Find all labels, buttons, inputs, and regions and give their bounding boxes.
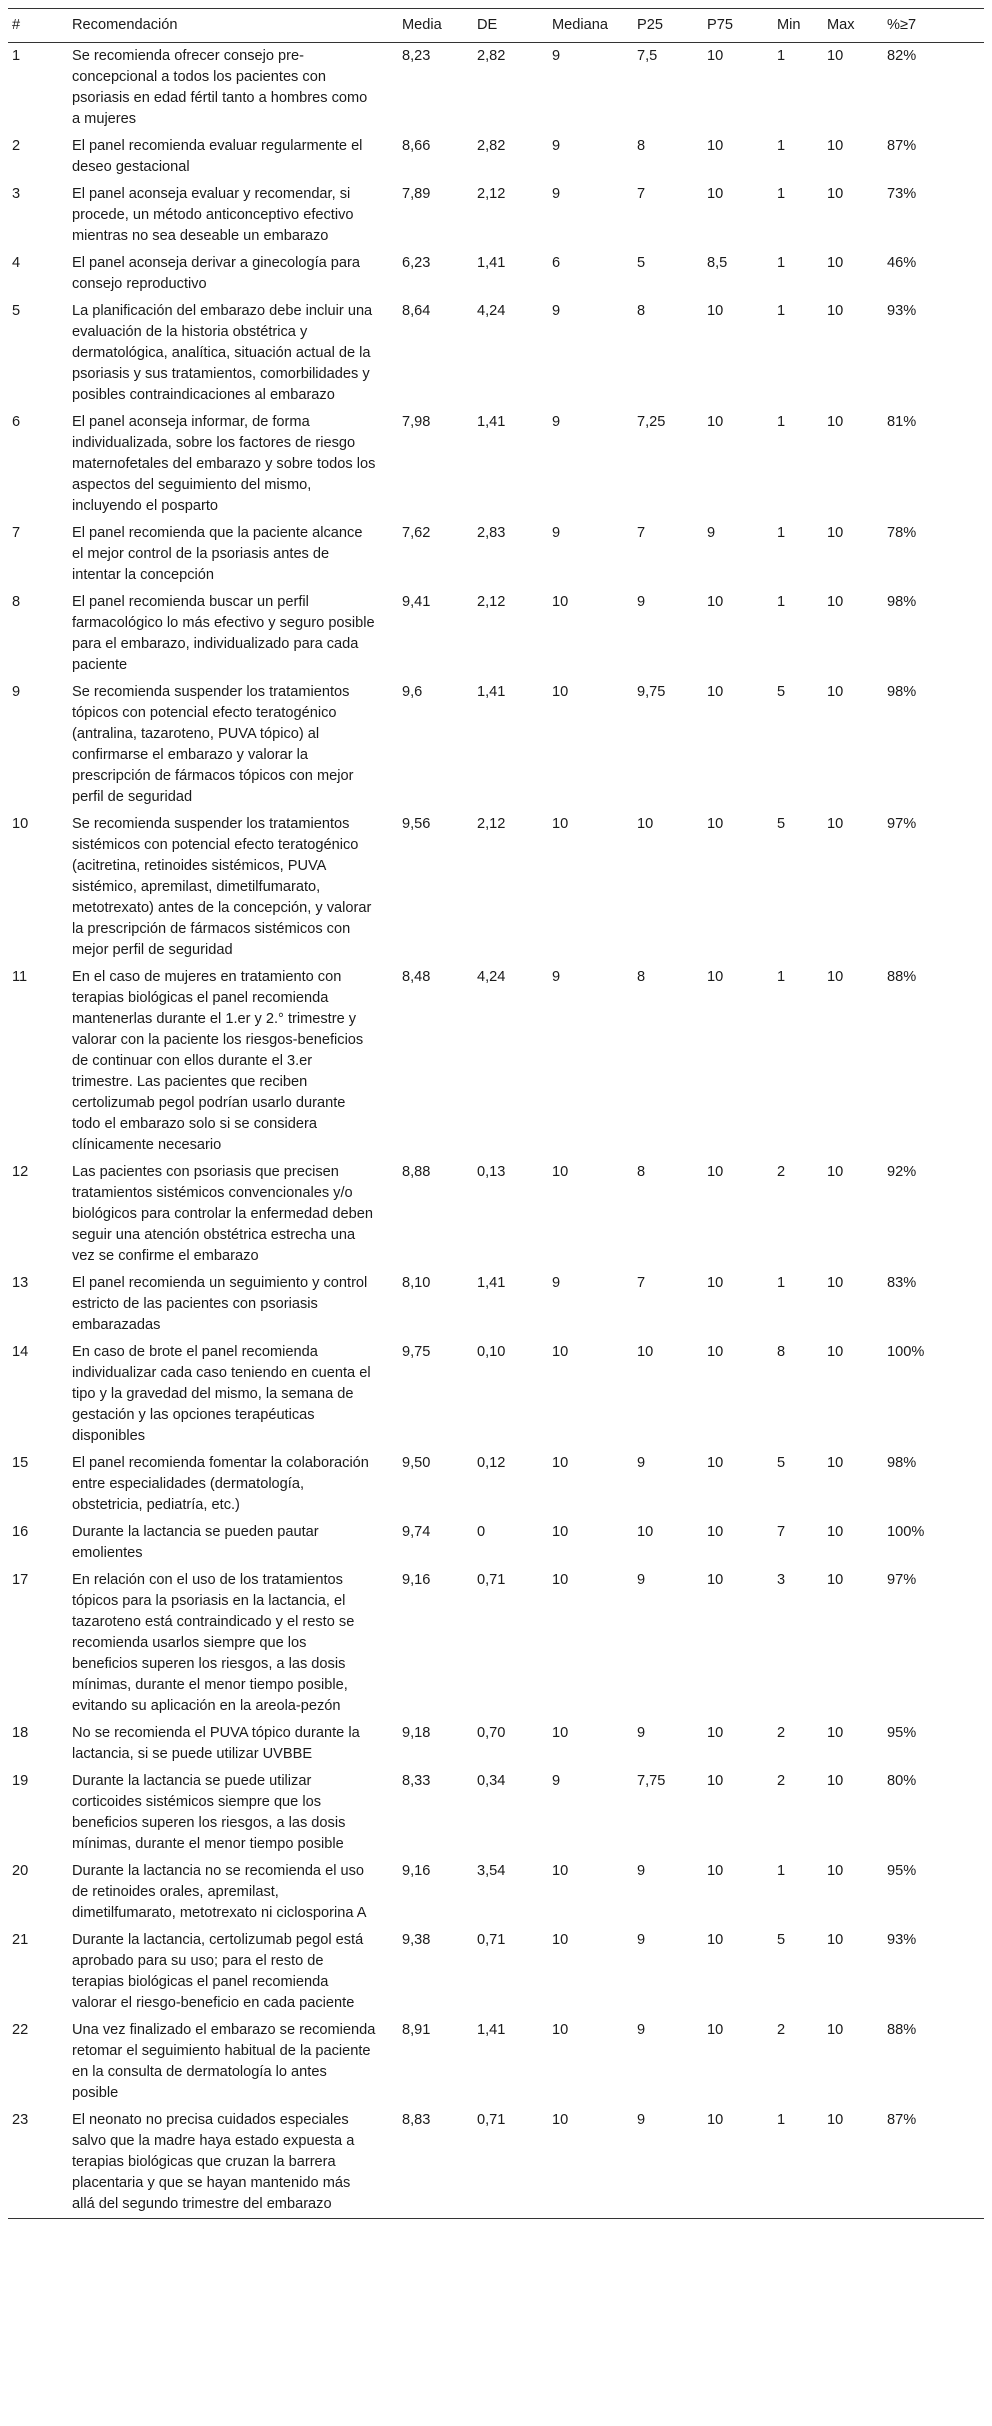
cell-max: 10 [827,255,844,271]
cell-mean: 8,91 [402,2022,431,2038]
cell-recommendation: El panel recomienda un seguimiento y control estricto de las pacientes con psoriasis embarazadas [72,1275,368,1333]
cell-median: 10 [552,1863,569,1879]
cell-min: 1 [777,969,786,985]
cell-p25: 9 [637,1863,646,1879]
cell-mean: 7,62 [402,525,431,541]
cell-max: 10 [827,816,844,832]
cell-pct-ge7: 95% [887,1863,917,1879]
cell-median: 6 [552,255,561,271]
table-row [8,589,984,679]
cell-median: 10 [552,1932,569,1948]
cell-p25: 7 [637,1275,646,1291]
cell-min: 3 [777,1572,786,1588]
cell-sd: 0,10 [477,1344,506,1360]
table-row [8,181,984,250]
cell-sd: 0 [477,1524,486,1540]
cell-recommendation: El panel recomienda buscar un perfil farmacológico lo más efectivo y seguro posible para el embarazo, individualizado para cada paciente [72,594,375,673]
table-row [8,1270,984,1339]
header-max: Max [827,17,855,33]
cell-mean: 9,16 [402,1572,431,1588]
cell-p75: 10 [707,594,724,610]
cell-p75: 10 [707,48,724,64]
table-body [8,43,984,2219]
cell-number: 18 [12,1725,29,1741]
cell-p75: 10 [707,2112,724,2128]
table-row [8,133,984,181]
cell-median: 10 [552,2112,569,2128]
cell-number: 22 [12,2022,29,2038]
cell-mean: 8,33 [402,1773,431,1789]
table-row [8,811,984,964]
cell-min: 7 [777,1524,786,1540]
cell-p75: 10 [707,1455,724,1471]
cell-p25: 9 [637,1932,646,1948]
header-mean: Media [402,17,442,33]
cell-sd: 1,41 [477,684,506,700]
cell-mean: 8,10 [402,1275,431,1291]
cell-sd: 0,12 [477,1455,506,1471]
cell-p25: 9,75 [637,684,666,700]
cell-sd: 1,41 [477,2022,506,2038]
table-row [8,679,984,811]
cell-pct-ge7: 98% [887,684,917,700]
cell-median: 9 [552,414,561,430]
cell-recommendation: El panel recomienda que la paciente alcance el mejor control de la psoriasis antes de intentar la concepción [72,525,363,583]
cell-p25: 10 [637,1524,654,1540]
cell-recommendation: Se recomienda suspender los tratamientos sistémicos con potencial efecto teratogénico (acitretina, retinoides sistémicos, PUVA sistémico, apremilast, dimetilfumarato, metotrexato) antes de la concepción, y valorar la prescripción de fármacos sistémicos con mejor perfil de seguridad [72,816,372,958]
table-row [8,2017,984,2107]
cell-number: 21 [12,1932,29,1948]
cell-number: 7 [12,525,21,541]
cell-p25: 7 [637,186,646,202]
cell-sd: 1,41 [477,255,506,271]
cell-sd: 4,24 [477,969,506,985]
header-pct-ge7: %≥7 [887,17,917,33]
cell-sd: 0,34 [477,1773,506,1789]
cell-pct-ge7: 73% [887,186,917,202]
table-row [8,298,984,409]
cell-min: 5 [777,816,786,832]
cell-number: 6 [12,414,21,430]
cell-p75: 10 [707,138,724,154]
cell-number: 1 [12,48,21,64]
cell-recommendation: El panel aconseja informar, de forma individualizada, sobre los factores de riesgo maternofetales del embarazo y sobre todos los aspectos del seguimiento del mismo, incluyendo el posparto [72,414,376,514]
cell-mean: 6,23 [402,255,431,271]
cell-max: 10 [827,1773,844,1789]
cell-number: 17 [12,1572,29,1588]
cell-min: 2 [777,1773,786,1789]
cell-median: 9 [552,525,561,541]
cell-median: 9 [552,303,561,319]
table-row [8,1927,984,2017]
cell-mean: 9,16 [402,1863,431,1879]
cell-pct-ge7: 98% [887,1455,917,1471]
cell-sd: 0,71 [477,1932,506,1948]
cell-mean: 8,48 [402,969,431,985]
header-p25: P25 [637,17,663,33]
cell-max: 10 [827,1455,844,1471]
cell-max: 10 [827,1164,844,1180]
cell-mean: 7,98 [402,414,431,430]
table-header [8,9,984,43]
cell-max: 10 [827,525,844,541]
header-number: # [12,17,21,33]
cell-sd: 4,24 [477,303,506,319]
cell-number: 10 [12,816,29,832]
cell-p75: 10 [707,303,724,319]
cell-max: 10 [827,594,844,610]
cell-pct-ge7: 78% [887,525,917,541]
cell-sd: 0,71 [477,1572,506,1588]
cell-max: 10 [827,1572,844,1588]
cell-p75: 10 [707,1275,724,1291]
cell-mean: 9,75 [402,1344,431,1360]
cell-max: 10 [827,1725,844,1741]
cell-recommendation: El panel recomienda evaluar regularmente el deseo gestacional [72,138,363,175]
cell-p25: 9 [637,1455,646,1471]
cell-p75: 10 [707,1932,724,1948]
cell-recommendation: En caso de brote el panel recomienda individualizar cada caso teniendo en cuenta el tipo y la gravedad del mismo, la semana de gestación y las opciones terapéuticas disponibles [72,1344,371,1444]
cell-max: 10 [827,414,844,430]
cell-p25: 8 [637,303,646,319]
table-row [8,2107,984,2219]
cell-mean: 8,66 [402,138,431,154]
cell-p75: 8,5 [707,255,728,271]
cell-max: 10 [827,303,844,319]
cell-p25: 7,75 [637,1773,666,1789]
cell-median: 9 [552,138,561,154]
cell-mean: 7,89 [402,186,431,202]
cell-median: 9 [552,1773,561,1789]
cell-min: 1 [777,525,786,541]
cell-sd: 3,54 [477,1863,506,1879]
cell-mean: 9,38 [402,1932,431,1948]
cell-sd: 2,12 [477,816,506,832]
cell-recommendation: Una vez finalizado el embarazo se recomienda retomar el seguimiento habitual de la paciente en la consulta de dermatología lo antes posible [72,2022,376,2101]
cell-recommendation: Se recomienda suspender los tratamientos tópicos con potencial efecto teratogénico (antralina, tazaroteno, PUVA tópico) al confirmarse el embarazo y valorar la prescripción de fármacos tópicos con mejor perfil de seguridad [72,684,354,805]
cell-max: 10 [827,969,844,985]
cell-p75: 10 [707,1524,724,1540]
cell-median: 10 [552,1572,569,1588]
cell-p25: 8 [637,1164,646,1180]
cell-pct-ge7: 87% [887,138,917,154]
cell-number: 11 [12,969,28,985]
cell-p75: 10 [707,1164,724,1180]
cell-recommendation: No se recomienda el PUVA tópico durante la lactancia, si se puede utilizar UVBBE [72,1725,360,1762]
cell-number: 19 [12,1773,29,1789]
cell-mean: 8,64 [402,303,431,319]
cell-number: 20 [12,1863,29,1879]
cell-median: 10 [552,816,569,832]
cell-mean: 8,83 [402,2112,431,2128]
table-row [8,1339,984,1450]
table-row [8,1159,984,1270]
cell-pct-ge7: 92% [887,1164,917,1180]
cell-sd: 0,13 [477,1164,506,1180]
cell-recommendation: El panel aconseja derivar a ginecología para consejo reproductivo [72,255,361,292]
cell-pct-ge7: 46% [887,255,917,271]
cell-mean: 9,50 [402,1455,431,1471]
table-row [8,1720,984,1768]
cell-recommendation: El panel aconseja evaluar y recomendar, si procede, un método anticonceptivo efectivo mientras no sea deseable un embarazo [72,186,354,244]
cell-recommendation: El panel recomienda fomentar la colaboración entre especialidades (dermatología, obstetricia, pediatría, etc.) [72,1455,369,1513]
cell-sd: 1,41 [477,414,506,430]
cell-max: 10 [827,2022,844,2038]
cell-mean: 8,23 [402,48,431,64]
header-sd: DE [477,17,498,33]
cell-p75: 10 [707,1725,724,1741]
cell-max: 10 [827,1863,844,1879]
cell-pct-ge7: 95% [887,1725,917,1741]
cell-median: 10 [552,2022,569,2038]
cell-max: 10 [827,138,844,154]
cell-sd: 2,83 [477,525,506,541]
cell-median: 9 [552,186,561,202]
table-row [8,1858,984,1927]
cell-min: 1 [777,48,786,64]
cell-number: 12 [12,1164,29,1180]
cell-max: 10 [827,1344,844,1360]
cell-max: 10 [827,48,844,64]
cell-min: 2 [777,1725,786,1741]
cell-sd: 2,12 [477,594,506,610]
cell-mean: 8,88 [402,1164,431,1180]
cell-number: 4 [12,255,21,271]
header-min: Min [777,17,801,33]
cell-median: 10 [552,1455,569,1471]
cell-recommendation: Durante la lactancia se puede utilizar corticoides sistémicos siempre que los beneficios superen los riesgos, a las dosis mínimas, durante el menor tiempo posible [72,1773,346,1852]
cell-number: 2 [12,138,21,154]
cell-pct-ge7: 83% [887,1275,917,1291]
cell-number: 9 [12,684,21,700]
cell-p25: 7,5 [637,48,658,64]
cell-pct-ge7: 100% [887,1344,925,1360]
cell-median: 9 [552,48,561,64]
cell-sd: 0,70 [477,1725,506,1741]
cell-min: 2 [777,2022,786,2038]
cell-pct-ge7: 100% [887,1524,925,1540]
cell-min: 2 [777,1164,786,1180]
cell-pct-ge7: 93% [887,303,917,319]
cell-sd: 2,82 [477,138,506,154]
cell-pct-ge7: 87% [887,2112,917,2128]
table-row [8,43,984,134]
cell-pct-ge7: 97% [887,1572,917,1588]
cell-recommendation: En relación con el uso de los tratamientos tópicos para la psoriasis en la lactancia, el tazaroteno está contraindicado y el resto se recomienda usarlos siempre que los beneficios superen los riesgos, a las dosis mínimas, durante el menor tiempo posible, evitando su aplicación en la areola-pezón [72,1572,355,1714]
cell-p25: 9 [637,594,646,610]
cell-p25: 8 [637,138,646,154]
cell-recommendation: Se recomienda ofrecer consejo pre-concepcional a todos los pacientes con psoriasis en edad fértil tanto a hombres como a mujeres [72,48,368,127]
cell-p25: 8 [637,969,646,985]
cell-p75: 9 [707,525,716,541]
table-row [8,1567,984,1720]
cell-max: 10 [827,186,844,202]
recommendations-table [8,8,984,2219]
cell-recommendation: La planificación del embarazo debe incluir una evaluación de la historia obstétrica y dermatológica, analítica, situación actual de la psoriasis y sus tratamientos, comorbilidades y posibles contraindicaciones al embarazo [72,303,373,403]
header-p75: P75 [707,17,733,33]
cell-median: 10 [552,1725,569,1741]
table-row [8,250,984,298]
cell-min: 1 [777,255,786,271]
cell-p75: 10 [707,2022,724,2038]
cell-p25: 9 [637,1725,646,1741]
cell-recommendation: Durante la lactancia, certolizumab pegol está aprobado para su uso; para el resto de terapias biológicas el panel recomienda valorar el riesgo-beneficio en cada paciente [72,1932,364,2011]
cell-p75: 10 [707,1863,724,1879]
cell-min: 1 [777,414,786,430]
cell-median: 10 [552,1524,569,1540]
cell-sd: 1,41 [477,1275,506,1291]
cell-number: 15 [12,1455,29,1471]
cell-p75: 10 [707,186,724,202]
cell-min: 5 [777,684,786,700]
cell-recommendation: Las pacientes con psoriasis que precisen tratamientos sistémicos convencionales y/o biológicos para controlar la enfermedad deben seguir una atención obstétrica estrecha una vez se confirme el embarazo [72,1164,373,1264]
cell-pct-ge7: 88% [887,2022,917,2038]
cell-p75: 10 [707,969,724,985]
cell-min: 1 [777,2112,786,2128]
cell-min: 1 [777,594,786,610]
cell-number: 13 [12,1275,29,1291]
table-row [8,1450,984,1519]
cell-p25: 10 [637,1344,654,1360]
cell-max: 10 [827,1524,844,1540]
cell-pct-ge7: 93% [887,1932,917,1948]
cell-p75: 10 [707,414,724,430]
cell-recommendation: Durante la lactancia no se recomienda el uso de retinoides orales, apremilast, dimetilfumarato, metotrexato ni ciclosporina A [72,1863,367,1921]
cell-sd: 0,71 [477,2112,506,2128]
cell-pct-ge7: 97% [887,816,917,832]
cell-pct-ge7: 80% [887,1773,917,1789]
cell-mean: 9,56 [402,816,431,832]
cell-max: 10 [827,1275,844,1291]
table-row [8,409,984,520]
cell-median: 10 [552,594,569,610]
cell-max: 10 [827,2112,844,2128]
cell-recommendation: En el caso de mujeres en tratamiento con terapias biológicas el panel recomienda mantenerlas durante el 1.er y 2.° trimestre y valorar con la paciente los riesgos-beneficios de continuar con ellos durante el 3.er trimestre. Las pacientes que reciben certolizumab pegol podrían usarlo durante todo el embarazo solo si se considera clínicamente necesario [72,969,364,1153]
header-median: Mediana [552,17,608,33]
cell-p75: 10 [707,816,724,832]
cell-median: 9 [552,969,561,985]
cell-p25: 10 [637,816,654,832]
cell-min: 1 [777,186,786,202]
cell-min: 1 [777,138,786,154]
table-row [8,1768,984,1858]
cell-number: 5 [12,303,21,319]
cell-min: 5 [777,1932,786,1948]
table-row [8,964,984,1159]
cell-median: 9 [552,1275,561,1291]
cell-p75: 10 [707,684,724,700]
cell-pct-ge7: 82% [887,48,917,64]
cell-p75: 10 [707,1773,724,1789]
cell-min: 5 [777,1455,786,1471]
cell-recommendation: Durante la lactancia se pueden pautar emolientes [72,1524,319,1561]
cell-max: 10 [827,1932,844,1948]
cell-median: 10 [552,1164,569,1180]
cell-max: 10 [827,684,844,700]
cell-number: 16 [12,1524,29,1540]
cell-sd: 2,82 [477,48,506,64]
cell-mean: 9,41 [402,594,431,610]
cell-number: 23 [12,2112,29,2128]
cell-p25: 9 [637,2112,646,2128]
table-row [8,1519,984,1567]
cell-min: 1 [777,1863,786,1879]
cell-p75: 10 [707,1344,724,1360]
cell-recommendation: El neonato no precisa cuidados especiales salvo que la madre haya estado expuesta a terapias biológicas que cruzan la barrera placentaria y que se hayan mantenido más allá del segundo trimestre del embarazo [72,2112,355,2212]
cell-p25: 9 [637,2022,646,2038]
cell-sd: 2,12 [477,186,506,202]
cell-number: 3 [12,186,21,202]
cell-median: 10 [552,1344,569,1360]
cell-mean: 9,18 [402,1725,431,1741]
cell-number: 8 [12,594,21,610]
cell-min: 1 [777,1275,786,1291]
cell-p75: 10 [707,1572,724,1588]
cell-p25: 7 [637,525,646,541]
cell-min: 1 [777,303,786,319]
cell-mean: 9,6 [402,684,423,700]
cell-p25: 7,25 [637,414,666,430]
cell-median: 10 [552,684,569,700]
cell-pct-ge7: 98% [887,594,917,610]
header-recommendation: Recomendación [72,17,178,33]
cell-p25: 9 [637,1572,646,1588]
cell-p25: 5 [637,255,646,271]
cell-mean: 9,74 [402,1524,431,1540]
cell-pct-ge7: 81% [887,414,917,430]
cell-min: 8 [777,1344,786,1360]
table-row [8,520,984,589]
header-row [8,9,984,43]
cell-number: 14 [12,1344,29,1360]
cell-pct-ge7: 88% [887,969,917,985]
